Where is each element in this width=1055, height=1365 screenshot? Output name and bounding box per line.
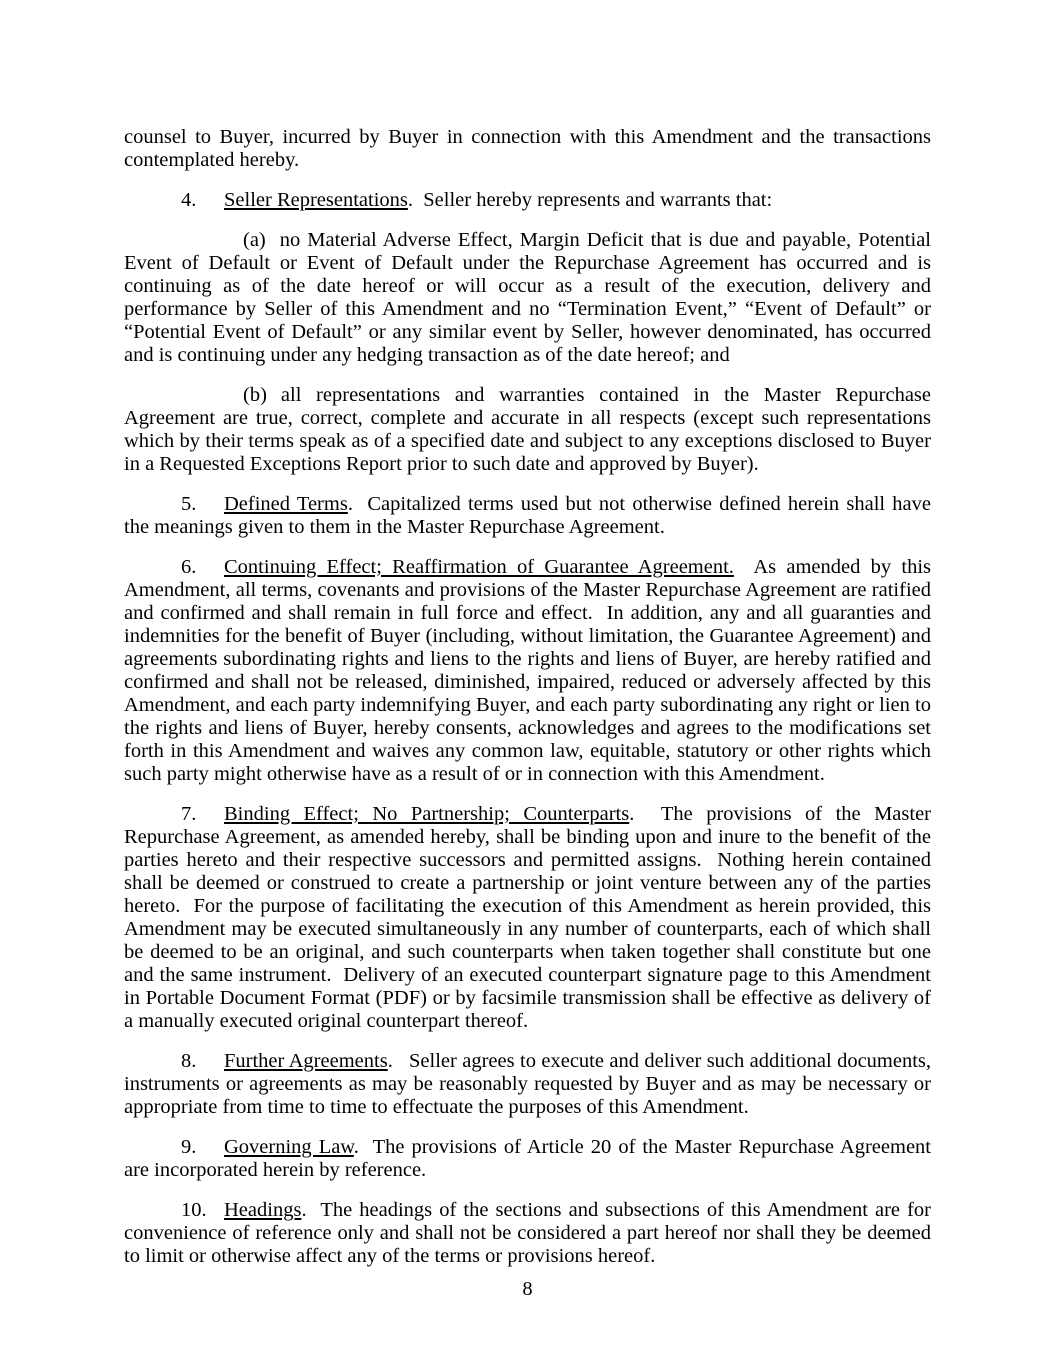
section-4-text: . Seller hereby represents and warrants that: bbox=[407, 189, 773, 211]
section-8-heading: Further Agreements bbox=[224, 1050, 388, 1072]
section-6-heading: Continuing Effect; Reaffirmation of Guarantee Agreement. bbox=[224, 556, 734, 578]
section-9-text: . The provisions of Article 20 of the Master Repurchase Agreement are incorporated herein by reference. bbox=[124, 1136, 937, 1181]
section-5-number: 5. bbox=[181, 493, 197, 515]
section-7-heading: Binding Effect; No Partnership; Counterparts bbox=[224, 803, 630, 825]
section-5-text: . Capitalized terms used but not otherwise defined herein shall have the meanings given to them in the Master Repurchase Agreement. bbox=[124, 493, 937, 538]
section-8-text: . Seller agrees to execute and deliver such additional documents, instruments or agreements as may be reasonably requested by Buyer and as may be necessary or appropriate from time to time to effectuate the purposes of this Amendment. bbox=[124, 1050, 937, 1118]
section-5-paragraph bbox=[124, 493, 937, 539]
document-body bbox=[124, 126, 937, 1268]
subparagraph-a-label: (a) bbox=[243, 229, 266, 251]
subparagraph-b-label: (b) bbox=[243, 384, 267, 406]
section-7-text: . The provisions of the Master Repurchase Agreement, as amended hereby, shall be binding upon and inure to the benefit of the parties hereto and their respective successors and permitted assigns. Nothing herein contained shall be deemed or construed to create a partnership or joint venture between any of the parties hereto. For the purpose of facilitating the execution of this Amendment as herein provided, this Amendment may be executed simultaneously in any number of counterparts, each of which shall be deemed to be an original, and such counterparts when taken together shall constitute but one and the same instrument. Delivery of an executed counterpart signature page to this Amendment in Portable Document Format (PDF) or by facsimile transmission shall be effective as delivery of a manually executed original counterpart thereof. bbox=[124, 803, 937, 1032]
section-4-heading: Seller Representations bbox=[224, 189, 408, 211]
section-6-paragraph bbox=[124, 556, 937, 786]
section-9-paragraph bbox=[124, 1136, 937, 1182]
section-7-paragraph bbox=[124, 803, 937, 1033]
section-6-number: 6. bbox=[181, 556, 197, 578]
subparagraph-a bbox=[124, 229, 937, 367]
subparagraph-b bbox=[124, 384, 937, 476]
section-4-number: 4. bbox=[181, 189, 197, 211]
subparagraph-a-text: no Material Adverse Effect, Margin Deficit that is due and payable, Potential Event of Default or Event of Default under the Repurchase Agreement has occurred and is continuing as of the date hereof or will occur as a result of the execution, delivery and performance by Seller of this Amendment and no “Termination Event,” “Event of Default” or “Potential Event of Default” or any similar event by Seller, however denominated, has occurred and is continuing under any hedging transaction as of the date hereof; and bbox=[124, 229, 937, 366]
section-4-paragraph bbox=[124, 189, 931, 212]
section-8-paragraph bbox=[124, 1050, 937, 1119]
section-10-paragraph bbox=[124, 1199, 937, 1268]
section-10-number: 10. bbox=[181, 1199, 207, 1221]
section-8-number: 8. bbox=[181, 1050, 197, 1072]
continuation-paragraph: counsel to Buyer, incurred by Buyer in connection with this Amendment and the transactions contemplated hereby. bbox=[124, 126, 937, 171]
section-10-heading: Headings bbox=[224, 1199, 302, 1221]
section-7-number: 7. bbox=[181, 803, 197, 825]
section-9-number: 9. bbox=[181, 1136, 197, 1158]
section-5-heading: Defined Terms bbox=[224, 493, 348, 515]
section-9-heading: Governing Law bbox=[224, 1136, 354, 1158]
section-6-text: As amended by this Amendment, all terms, covenants and provisions of the Master Repurchase Agreement are ratified and confirmed and shall remain in full force and effect. In addition, any and all guaranties and indemnities for the benefit of Buyer (including, without limitation, the Guarantee Agreement) and agreements subordinating rights and liens to the rights and liens of Buyer, are hereby ratified and confirmed and shall not be released, diminished, impaired, reduced or adversely affected by this Amendment, and each party indemnifying Buyer, and each party subordinating any right or lien to the rights and liens of Buyer, hereby consents, acknowledges and agrees to the modifications set forth in this Amendment and waives any common law, equitable, statutory or other rights which such party might otherwise have as a result of or in connection with this Amendment. bbox=[124, 556, 937, 785]
subparagraph-b-text: all representations and warranties contained in the Master Repurchase Agreement are true, correct, complete and accurate in all respects (except such representations which by their terms speak as of a specified date and subject to any exceptions disclosed to Buyer in a Requested Exceptions Report prior to such date and approved by Buyer). bbox=[124, 384, 937, 475]
section-10-text: . The headings of the sections and subsections of this Amendment are for convenience of reference only and shall not be considered a part hereof nor shall they be deemed to limit or otherwise affect any of the terms or provisions hereof. bbox=[124, 1199, 937, 1267]
page-number: 8 bbox=[522, 1278, 533, 1300]
